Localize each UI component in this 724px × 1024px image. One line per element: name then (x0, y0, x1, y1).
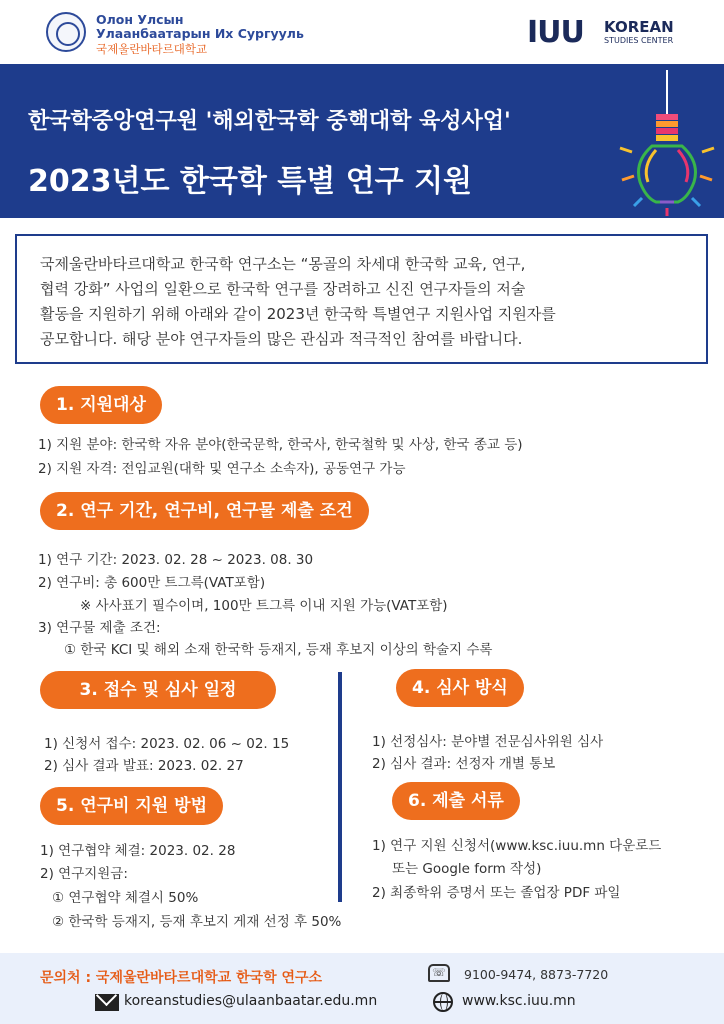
section-3-item: 1) 신청서 접수: 2023. 02. 06 ~ 02. 15 (44, 736, 290, 752)
section-4-heading: 4. 심사 방식 (396, 669, 524, 707)
intro-line: 국제울란바타르대학교 한국학 연구소는 “몽골의 차세대 한국학 교육, 연구, (40, 255, 526, 273)
section-6-item: 또는 Google form 작성) (392, 861, 542, 877)
section-2-item: 2) 연구비: 총 600만 트그륵(VAT포함) (38, 575, 266, 591)
section-4-item: 1) 선정심사: 분야별 전문심사위원 심사 (372, 734, 604, 750)
contact-email-link[interactable]: koreanstudies@ulaanbaatar.edu.mn (124, 993, 378, 1009)
banner-subtitle: 한국학중앙연구원 '해외한국학 중핵대학 육성사업' (28, 109, 511, 134)
section-5-item: 1) 연구협약 체결: 2023. 02. 28 (40, 843, 236, 859)
university-name-mn-line2: Улаанбаатарын Их Сургууль (96, 26, 304, 41)
top-header (0, 0, 724, 64)
lightbulb-icon (612, 70, 722, 218)
university-name-mn-line1: Олон Улсын (96, 12, 184, 27)
section-2-item: ① 한국 KCI 및 해외 소재 한국학 등재지, 등재 후보지 이상의 학술지 수록 (64, 642, 493, 658)
mail-icon (95, 994, 119, 1011)
center-logo-studies-center: STUDIES CENTER (604, 36, 674, 45)
section-5-item: ② 한국학 등재지, 등재 후보지 게재 선정 후 50% (52, 914, 342, 930)
section-6-item: 1) 연구 지원 신청서(www.ksc.iuu.mn 다운로드 (372, 838, 662, 854)
section-2-heading: 2. 연구 기간, 연구비, 연구물 제출 조건 (40, 492, 369, 530)
section-5-heading: 5. 연구비 지원 방법 (40, 787, 223, 825)
intro-line: 공모합니다. 해당 분야 연구자들의 많은 관심과 적극적인 참여를 바랍니다. (40, 330, 523, 348)
section-5-item: 2) 연구지원금: (40, 866, 128, 882)
column-divider (338, 672, 342, 902)
globe-icon (433, 992, 453, 1012)
center-logo-korean: KOREAN (604, 18, 674, 36)
contact-phone: 9100-9474, 8873-7720 (464, 967, 609, 982)
phone-icon: ☏ (428, 964, 450, 982)
section-6-item: 2) 최종학위 증명서 또는 졸업장 PDF 파일 (372, 885, 621, 901)
university-name-ko: 국제울란바타르대학교 (96, 42, 208, 56)
section-1-item: 2) 지원 자격: 전임교원(대학 및 연구소 소속자), 공동연구 가능 (38, 461, 406, 477)
section-6-heading: 6. 제출 서류 (392, 782, 520, 820)
section-3-heading: 3. 접수 및 심사 일정 (40, 671, 276, 709)
contact-label: 문의처 : 국제울란바타르대학교 한국학 연구소 (40, 970, 323, 986)
section-1-heading: 1. 지원대상 (40, 386, 162, 424)
intro-line: 활동을 지원하기 위해 아래와 같이 2023년 한국학 특별연구 지원사업 지원자를 (40, 305, 556, 323)
university-seal-logo (46, 12, 86, 52)
section-1-item: 1) 지원 분야: 한국학 자유 분야(한국문학, 한국사, 한국철학 및 사상, 한국 종교 등) (38, 437, 523, 453)
website-link[interactable]: www.ksc.iuu.mn (462, 993, 576, 1009)
section-2-item: 1) 연구 기간: 2023. 02. 28 ~ 2023. 08. 30 (38, 552, 314, 568)
section-5-item: ① 연구협약 체결시 50% (52, 890, 199, 906)
section-3-item: 2) 심사 결과 발표: 2023. 02. 27 (44, 758, 244, 774)
intro-line: 협력 강화” 사업의 일환으로 한국학 연구를 장려하고 신진 연구자들의 저술 (40, 280, 526, 298)
center-logo-iuu: IUU (527, 15, 584, 50)
section-2-item: 3) 연구물 제출 조건: (38, 620, 161, 636)
section-4-item: 2) 심사 결과: 선정자 개별 통보 (372, 756, 556, 772)
intro-text (40, 252, 700, 352)
banner-title: 2023년도 한국학 특별 연구 지원 (28, 164, 473, 199)
section-2-item: ※ 사사표기 필수이며, 100만 트그륵 이내 지원 가능(VAT포함) (80, 598, 448, 614)
